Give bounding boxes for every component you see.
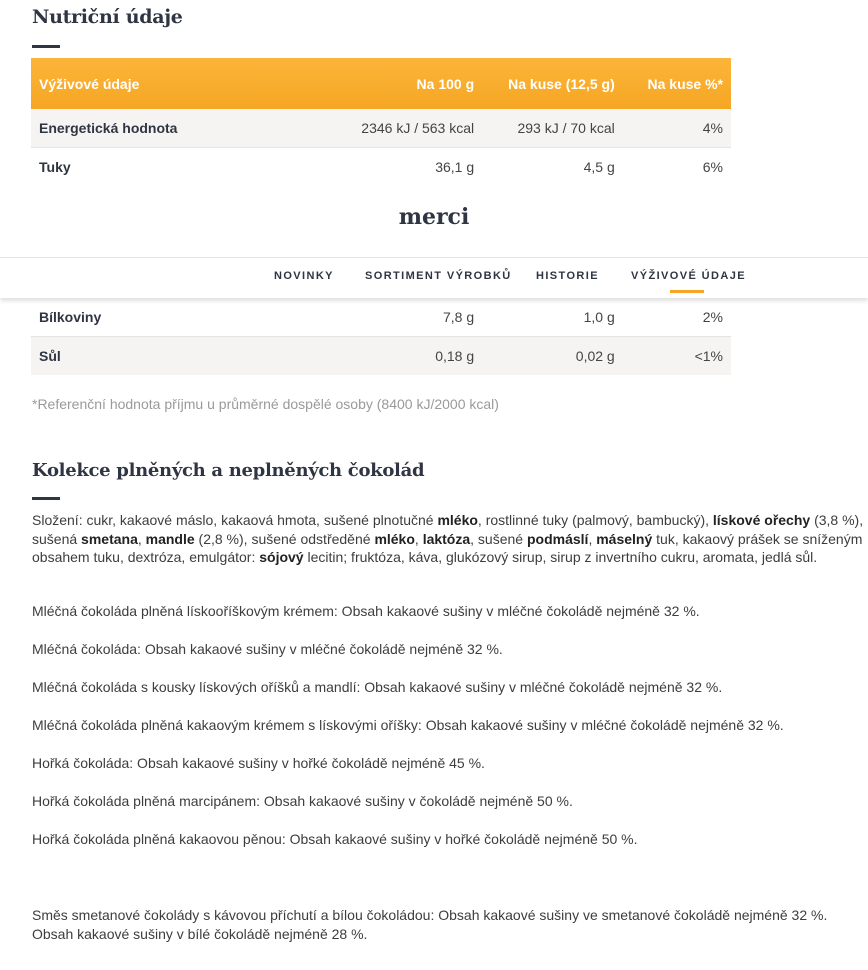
header-per-piece: Na kuse (12,5 g) (482, 58, 623, 109)
product-description: Směs smetanové čokolády s kávovou příchutí a bílou čokoládou: Obsah kakaové sušiny ve smetanové čokoládě nejméně 32 %. Obsah kakaové sušiny v bílé čokoládě nejméně 28 %. (32, 907, 828, 942)
value-per-100g: 7,8 g (331, 298, 482, 337)
table-row (31, 337, 731, 376)
header-per-100g: Na 100 g (331, 58, 482, 109)
sticky-navigation (0, 183, 868, 298)
ingredient-text: tuk, kakaový prášek se sníženým obsahem tuku, dextróza, emulgátor: (32, 530, 863, 565)
title-underline (32, 497, 60, 500)
allergen-text: laktóza (422, 530, 471, 547)
nav-link-sortiment[interactable]: SORTIMENT VÝROBKŮ (365, 270, 512, 282)
product-description: Mléčná čokoláda s kousky lískových oříšků a mandlí: Obsah kakaové sušiny v mléčné čokoládě nejméně 32 %. (32, 679, 723, 695)
nutrient-name: Sůl (31, 337, 331, 376)
value-percent: 4% (623, 109, 731, 148)
nutrition-table-continued (31, 298, 731, 375)
nav-link-vyzivove-udaje[interactable]: VÝŽIVOVÉ ÚDAJE (631, 270, 746, 282)
value-per-piece: 0,02 g (482, 337, 623, 376)
value-per-piece: 4,5 g (583, 159, 615, 175)
product-description: Hořká čokoláda: Obsah kakaové sušiny v hořké čokoládě nejméně 45 %. (32, 755, 485, 771)
collection-title: Kolekce plněných a neplněných čokolád (32, 460, 425, 481)
header-nutrient: Výživové údaje (31, 58, 331, 109)
ingredient-text: , rostlinné tuky (palmový, bambucký), (477, 512, 713, 528)
value-percent: 2% (623, 298, 731, 337)
nutrient-name: Energetická hodnota (31, 109, 331, 148)
ingredients-text (32, 511, 868, 567)
ingredient-text: , (137, 530, 146, 547)
allergen-text: mléko (374, 530, 415, 547)
value-per-piece: 1,0 g (482, 298, 623, 337)
ingredient-text: , sušené (470, 530, 527, 547)
nutrition-title: Nutriční údaje (32, 6, 183, 28)
nav-link-novinky[interactable]: NOVINKY (274, 270, 334, 282)
nav-link-historie[interactable]: HISTORIE (536, 270, 599, 282)
allergen-text: máselný (596, 530, 653, 547)
allergen-text: smetana (81, 530, 138, 547)
value-per-piece: 293 kJ / 70 kcal (482, 109, 623, 148)
product-description: Mléčná čokoláda: Obsah kakaové sušiny v mléčné čokoládě nejméně 32 %. (32, 641, 503, 657)
table-row (31, 148, 731, 187)
allergen-text: lískové ořechy (712, 512, 811, 528)
value-per-100g: 0,18 g (331, 337, 482, 376)
allergen-text: sójový (259, 549, 304, 565)
product-description: Mléčná čokoláda plněná lískooříškovým krémem: Obsah kakaové sušiny v mléčné čokoládě nejméně 32 %. (32, 603, 700, 619)
value-per-100g: 36,1 g (435, 159, 475, 175)
allergen-text: mléko (437, 512, 478, 528)
ingredient-text: (2,8 %), sušené odstředěné (194, 530, 375, 547)
table-row (31, 109, 731, 148)
ingredient-text: (3,8 %), sušená (32, 512, 864, 547)
table-row (31, 298, 731, 337)
value-per-100g: 2346 kJ / 563 kcal (331, 109, 482, 148)
nav-divider (0, 257, 868, 258)
value-percent: <1% (623, 337, 731, 376)
ingredient-text: , (588, 530, 597, 547)
allergen-text: podmáslí (526, 530, 589, 547)
ingredient-text: lecitin; fruktóza, káva, glukózový sirup, sirup z invertního cukru, aromata, jedlá sůl. (303, 549, 818, 565)
reference-footnote: *Referenční hodnota příjmu u průměrné dospělé osoby (8400 kJ/2000 kcal) (32, 396, 499, 412)
product-description: Hořká čokoláda plněná marcipánem: Obsah kakaové sušiny v čokoládě nejméně 50 %. (32, 793, 573, 809)
table-header-row (31, 58, 731, 109)
product-description: Mléčná čokoláda plněná kakaovým krémem s lískovými oříšky: Obsah kakaové sušiny v mléčné čokoládě nejméně 32 %. (32, 717, 784, 733)
nutrient-name: Tuky (39, 159, 71, 175)
allergen-text: mandle (145, 530, 195, 547)
product-description: Hořká čokoláda plněná kakaovou pěnou: Obsah kakaové sušiny v hořké čokoládě nejméně 50 %. (32, 831, 638, 847)
nutrition-table (31, 58, 731, 186)
ingredient-text: , (414, 530, 423, 547)
header-per-piece-percent: Na kuse %* (623, 58, 731, 109)
nutrient-name: Bílkoviny (31, 298, 331, 337)
title-underline (32, 45, 60, 48)
active-nav-indicator (670, 290, 704, 293)
value-percent: 6% (702, 159, 723, 175)
ingredient-text: Složení: cukr, kakaové máslo, kakaová hmota, sušené plnotučné (32, 512, 438, 528)
brand-logo[interactable]: merci (398, 204, 470, 230)
